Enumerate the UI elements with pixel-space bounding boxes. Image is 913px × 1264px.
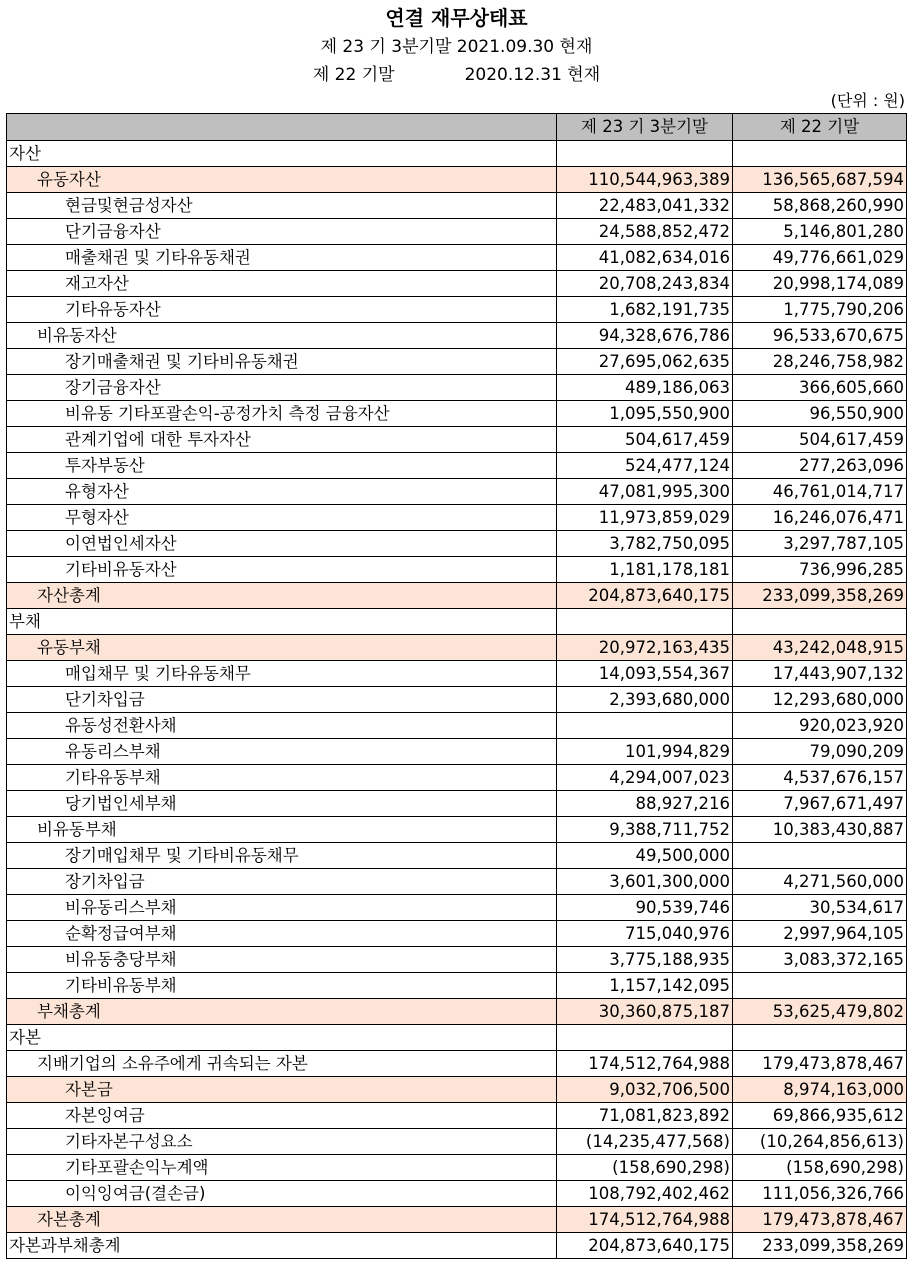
current-value: (158,690,298) — [557, 1155, 733, 1181]
current-value — [557, 609, 733, 635]
table-row — [7, 1025, 907, 1051]
table-row — [7, 765, 907, 791]
current-value: 3,775,188,935 — [557, 947, 733, 973]
table-row — [7, 1181, 907, 1207]
table-row — [7, 661, 907, 687]
account-label: 이익잉여금(결손금) — [7, 1181, 557, 1207]
account-label: 순확정급여부채 — [7, 921, 557, 947]
current-value: 41,082,634,016 — [557, 245, 733, 271]
table-header — [7, 114, 907, 141]
current-value — [557, 1025, 733, 1051]
current-value: 1,682,191,735 — [557, 297, 733, 323]
document-title: 연결 재무상태표 — [385, 6, 528, 30]
prior-value: 20,998,174,089 — [733, 271, 907, 297]
prior-value: 49,776,661,029 — [733, 245, 907, 271]
prior-value: 179,473,878,467 — [733, 1051, 907, 1077]
table-row — [7, 1051, 907, 1077]
current-value: 49,500,000 — [557, 843, 733, 869]
table-row — [7, 557, 907, 583]
current-value: 20,972,163,435 — [557, 635, 733, 661]
prior-value: (10,264,856,613) — [733, 1129, 907, 1155]
current-value: 88,927,216 — [557, 791, 733, 817]
account-label: 장기차입금 — [7, 869, 557, 895]
table-row — [7, 973, 907, 999]
prior-value: 1,775,790,206 — [733, 297, 907, 323]
prior-value: 79,090,209 — [733, 739, 907, 765]
current-value: 204,873,640,175 — [557, 583, 733, 609]
current-value: 3,782,750,095 — [557, 531, 733, 557]
table-row — [7, 479, 907, 505]
prior-value: 179,473,878,467 — [733, 1207, 907, 1233]
table-row — [7, 817, 907, 843]
table-row — [7, 1103, 907, 1129]
prior-value: 10,383,430,887 — [733, 817, 907, 843]
prior-value: 69,866,935,612 — [733, 1103, 907, 1129]
prior-value: 233,099,358,269 — [733, 1233, 907, 1259]
account-label: 유형자산 — [7, 479, 557, 505]
current-value: (14,235,477,568) — [557, 1129, 733, 1155]
account-label: 기타자본구성요소 — [7, 1129, 557, 1155]
account-label: 장기매출채권 및 기타비유동채권 — [7, 349, 557, 375]
table-row — [7, 1233, 907, 1259]
account-label: 장기금융자산 — [7, 375, 557, 401]
table-row — [7, 167, 907, 193]
prior-value: 136,565,687,594 — [733, 167, 907, 193]
table-row — [7, 349, 907, 375]
current-value: 2,393,680,000 — [557, 687, 733, 713]
prior-value: 233,099,358,269 — [733, 583, 907, 609]
account-label: 유동부채 — [7, 635, 557, 661]
table-row — [7, 1155, 907, 1181]
account-label: 재고자산 — [7, 271, 557, 297]
table-row — [7, 583, 907, 609]
prior-value: 46,761,014,717 — [733, 479, 907, 505]
account-label: 비유동자산 — [7, 323, 557, 349]
current-value: 90,539,746 — [557, 895, 733, 921]
table-row — [7, 453, 907, 479]
current-value: 24,588,852,472 — [557, 219, 733, 245]
table-row — [7, 947, 907, 973]
prior-value: 277,263,096 — [733, 453, 907, 479]
current-value — [557, 141, 733, 167]
account-label: 기타포괄손익누계액 — [7, 1155, 557, 1181]
prior-value — [733, 843, 907, 869]
table-row — [7, 739, 907, 765]
account-label: 유동성전환사채 — [7, 713, 557, 739]
account-label: 관계기업에 대한 투자자산 — [7, 427, 557, 453]
current-value: 1,157,142,095 — [557, 973, 733, 999]
account-label: 매입채무 및 기타유동채무 — [7, 661, 557, 687]
unit-label: (단위 : 원) — [830, 91, 905, 110]
table-row — [7, 713, 907, 739]
current-value: 47,081,995,300 — [557, 479, 733, 505]
prior-value — [733, 1025, 907, 1051]
account-label: 이연법인세자산 — [7, 531, 557, 557]
table-row — [7, 531, 907, 557]
account-label: 부채총계 — [7, 999, 557, 1025]
table-row — [7, 1077, 907, 1103]
current-value: 524,477,124 — [557, 453, 733, 479]
account-label: 현금및현금성자산 — [7, 193, 557, 219]
prior-value: 3,083,372,165 — [733, 947, 907, 973]
prior-value: 58,868,260,990 — [733, 193, 907, 219]
current-value: 11,973,859,029 — [557, 505, 733, 531]
prior-value — [733, 141, 907, 167]
account-label: 자산 — [7, 141, 557, 167]
table-row — [7, 921, 907, 947]
header-current: 제 23 기 3분기말 — [557, 114, 733, 141]
table-row — [7, 609, 907, 635]
account-label: 비유동부채 — [7, 817, 557, 843]
prior-value — [733, 973, 907, 999]
prior-value: 4,537,676,157 — [733, 765, 907, 791]
current-value: 715,040,976 — [557, 921, 733, 947]
table-row — [7, 505, 907, 531]
table-row — [7, 1207, 907, 1233]
account-label: 부채 — [7, 609, 557, 635]
prior-value: 3,297,787,105 — [733, 531, 907, 557]
current-value: 3,601,300,000 — [557, 869, 733, 895]
table-row — [7, 843, 907, 869]
prior-period — [0, 60, 913, 85]
account-label: 비유동충당부채 — [7, 947, 557, 973]
prior-value: 43,242,048,915 — [733, 635, 907, 661]
table-row — [7, 375, 907, 401]
prior-value — [733, 609, 907, 635]
prior-value: 7,967,671,497 — [733, 791, 907, 817]
balance-sheet-table — [6, 113, 907, 1259]
current-value: 1,095,550,900 — [557, 401, 733, 427]
current-value: 9,388,711,752 — [557, 817, 733, 843]
prior-value: 736,996,285 — [733, 557, 907, 583]
table-row — [7, 245, 907, 271]
prior-period-date: 2020.12.31 현재 — [464, 65, 601, 85]
account-label: 유동자산 — [7, 167, 557, 193]
current-value: 108,792,402,462 — [557, 1181, 733, 1207]
prior-value: 96,533,670,675 — [733, 323, 907, 349]
prior-value: 920,023,920 — [733, 713, 907, 739]
account-label: 자본총계 — [7, 1207, 557, 1233]
prior-value: (158,690,298) — [733, 1155, 907, 1181]
prior-value: 17,443,907,132 — [733, 661, 907, 687]
current-value: 174,512,764,988 — [557, 1207, 733, 1233]
account-label: 기타유동부채 — [7, 765, 557, 791]
current-value: 22,483,041,332 — [557, 193, 733, 219]
prior-value: 12,293,680,000 — [733, 687, 907, 713]
account-label: 자본과부채총계 — [7, 1233, 557, 1259]
current-value: 14,093,554,367 — [557, 661, 733, 687]
table-row — [7, 635, 907, 661]
current-value: 27,695,062,635 — [557, 349, 733, 375]
account-label: 기타비유동부채 — [7, 973, 557, 999]
current-value: 94,328,676,786 — [557, 323, 733, 349]
prior-period-label: 제 22 기말 — [312, 65, 395, 85]
prior-value: 28,246,758,982 — [733, 349, 907, 375]
table-row — [7, 219, 907, 245]
current-period: 제 23 기 3분기말 2021.09.30 현재 — [320, 37, 593, 57]
table-row — [7, 869, 907, 895]
prior-value: 53,625,479,802 — [733, 999, 907, 1025]
account-label: 무형자산 — [7, 505, 557, 531]
account-label: 단기금융자산 — [7, 219, 557, 245]
prior-value: 2,997,964,105 — [733, 921, 907, 947]
account-label: 당기법인세부채 — [7, 791, 557, 817]
table-row — [7, 323, 907, 349]
table-row — [7, 271, 907, 297]
current-value: 101,994,829 — [557, 739, 733, 765]
current-value: 489,186,063 — [557, 375, 733, 401]
table-row — [7, 999, 907, 1025]
current-value: 9,032,706,500 — [557, 1077, 733, 1103]
prior-value: 96,550,900 — [733, 401, 907, 427]
table-row — [7, 895, 907, 921]
account-label: 장기매입채무 및 기타비유동채무 — [7, 843, 557, 869]
table-row — [7, 297, 907, 323]
account-label: 비유동리스부채 — [7, 895, 557, 921]
account-label: 기타비유동자산 — [7, 557, 557, 583]
current-value: 504,617,459 — [557, 427, 733, 453]
header-account — [7, 114, 557, 141]
current-value: 4,294,007,023 — [557, 765, 733, 791]
table-row — [7, 791, 907, 817]
account-label: 자본잉여금 — [7, 1103, 557, 1129]
current-value: 204,873,640,175 — [557, 1233, 733, 1259]
table-row — [7, 687, 907, 713]
account-label: 단기차입금 — [7, 687, 557, 713]
current-value: 71,081,823,892 — [557, 1103, 733, 1129]
prior-value: 366,605,660 — [733, 375, 907, 401]
table-row — [7, 193, 907, 219]
account-label: 유동리스부채 — [7, 739, 557, 765]
current-value: 110,544,963,389 — [557, 167, 733, 193]
current-value — [557, 713, 733, 739]
account-label: 매출채권 및 기타유동채권 — [7, 245, 557, 271]
prior-value: 16,246,076,471 — [733, 505, 907, 531]
prior-value: 5,146,801,280 — [733, 219, 907, 245]
table-row — [7, 427, 907, 453]
account-label: 지배기업의 소유주에게 귀속되는 자본 — [7, 1051, 557, 1077]
current-value: 20,708,243,834 — [557, 271, 733, 297]
prior-value: 4,271,560,000 — [733, 869, 907, 895]
prior-value: 504,617,459 — [733, 427, 907, 453]
account-label: 자본 — [7, 1025, 557, 1051]
table-row — [7, 141, 907, 167]
account-label: 자본금 — [7, 1077, 557, 1103]
current-value: 1,181,178,181 — [557, 557, 733, 583]
account-label: 기타유동자산 — [7, 297, 557, 323]
prior-value: 8,974,163,000 — [733, 1077, 907, 1103]
current-value: 174,512,764,988 — [557, 1051, 733, 1077]
prior-value: 30,534,617 — [733, 895, 907, 921]
prior-value: 111,056,326,766 — [733, 1181, 907, 1207]
table-row — [7, 401, 907, 427]
account-label: 자산총계 — [7, 583, 557, 609]
account-label: 투자부동산 — [7, 453, 557, 479]
header-prior: 제 22 기말 — [733, 114, 907, 141]
current-value: 30,360,875,187 — [557, 999, 733, 1025]
account-label: 비유동 기타포괄손익-공정가치 측정 금융자산 — [7, 401, 557, 427]
table-row — [7, 1129, 907, 1155]
